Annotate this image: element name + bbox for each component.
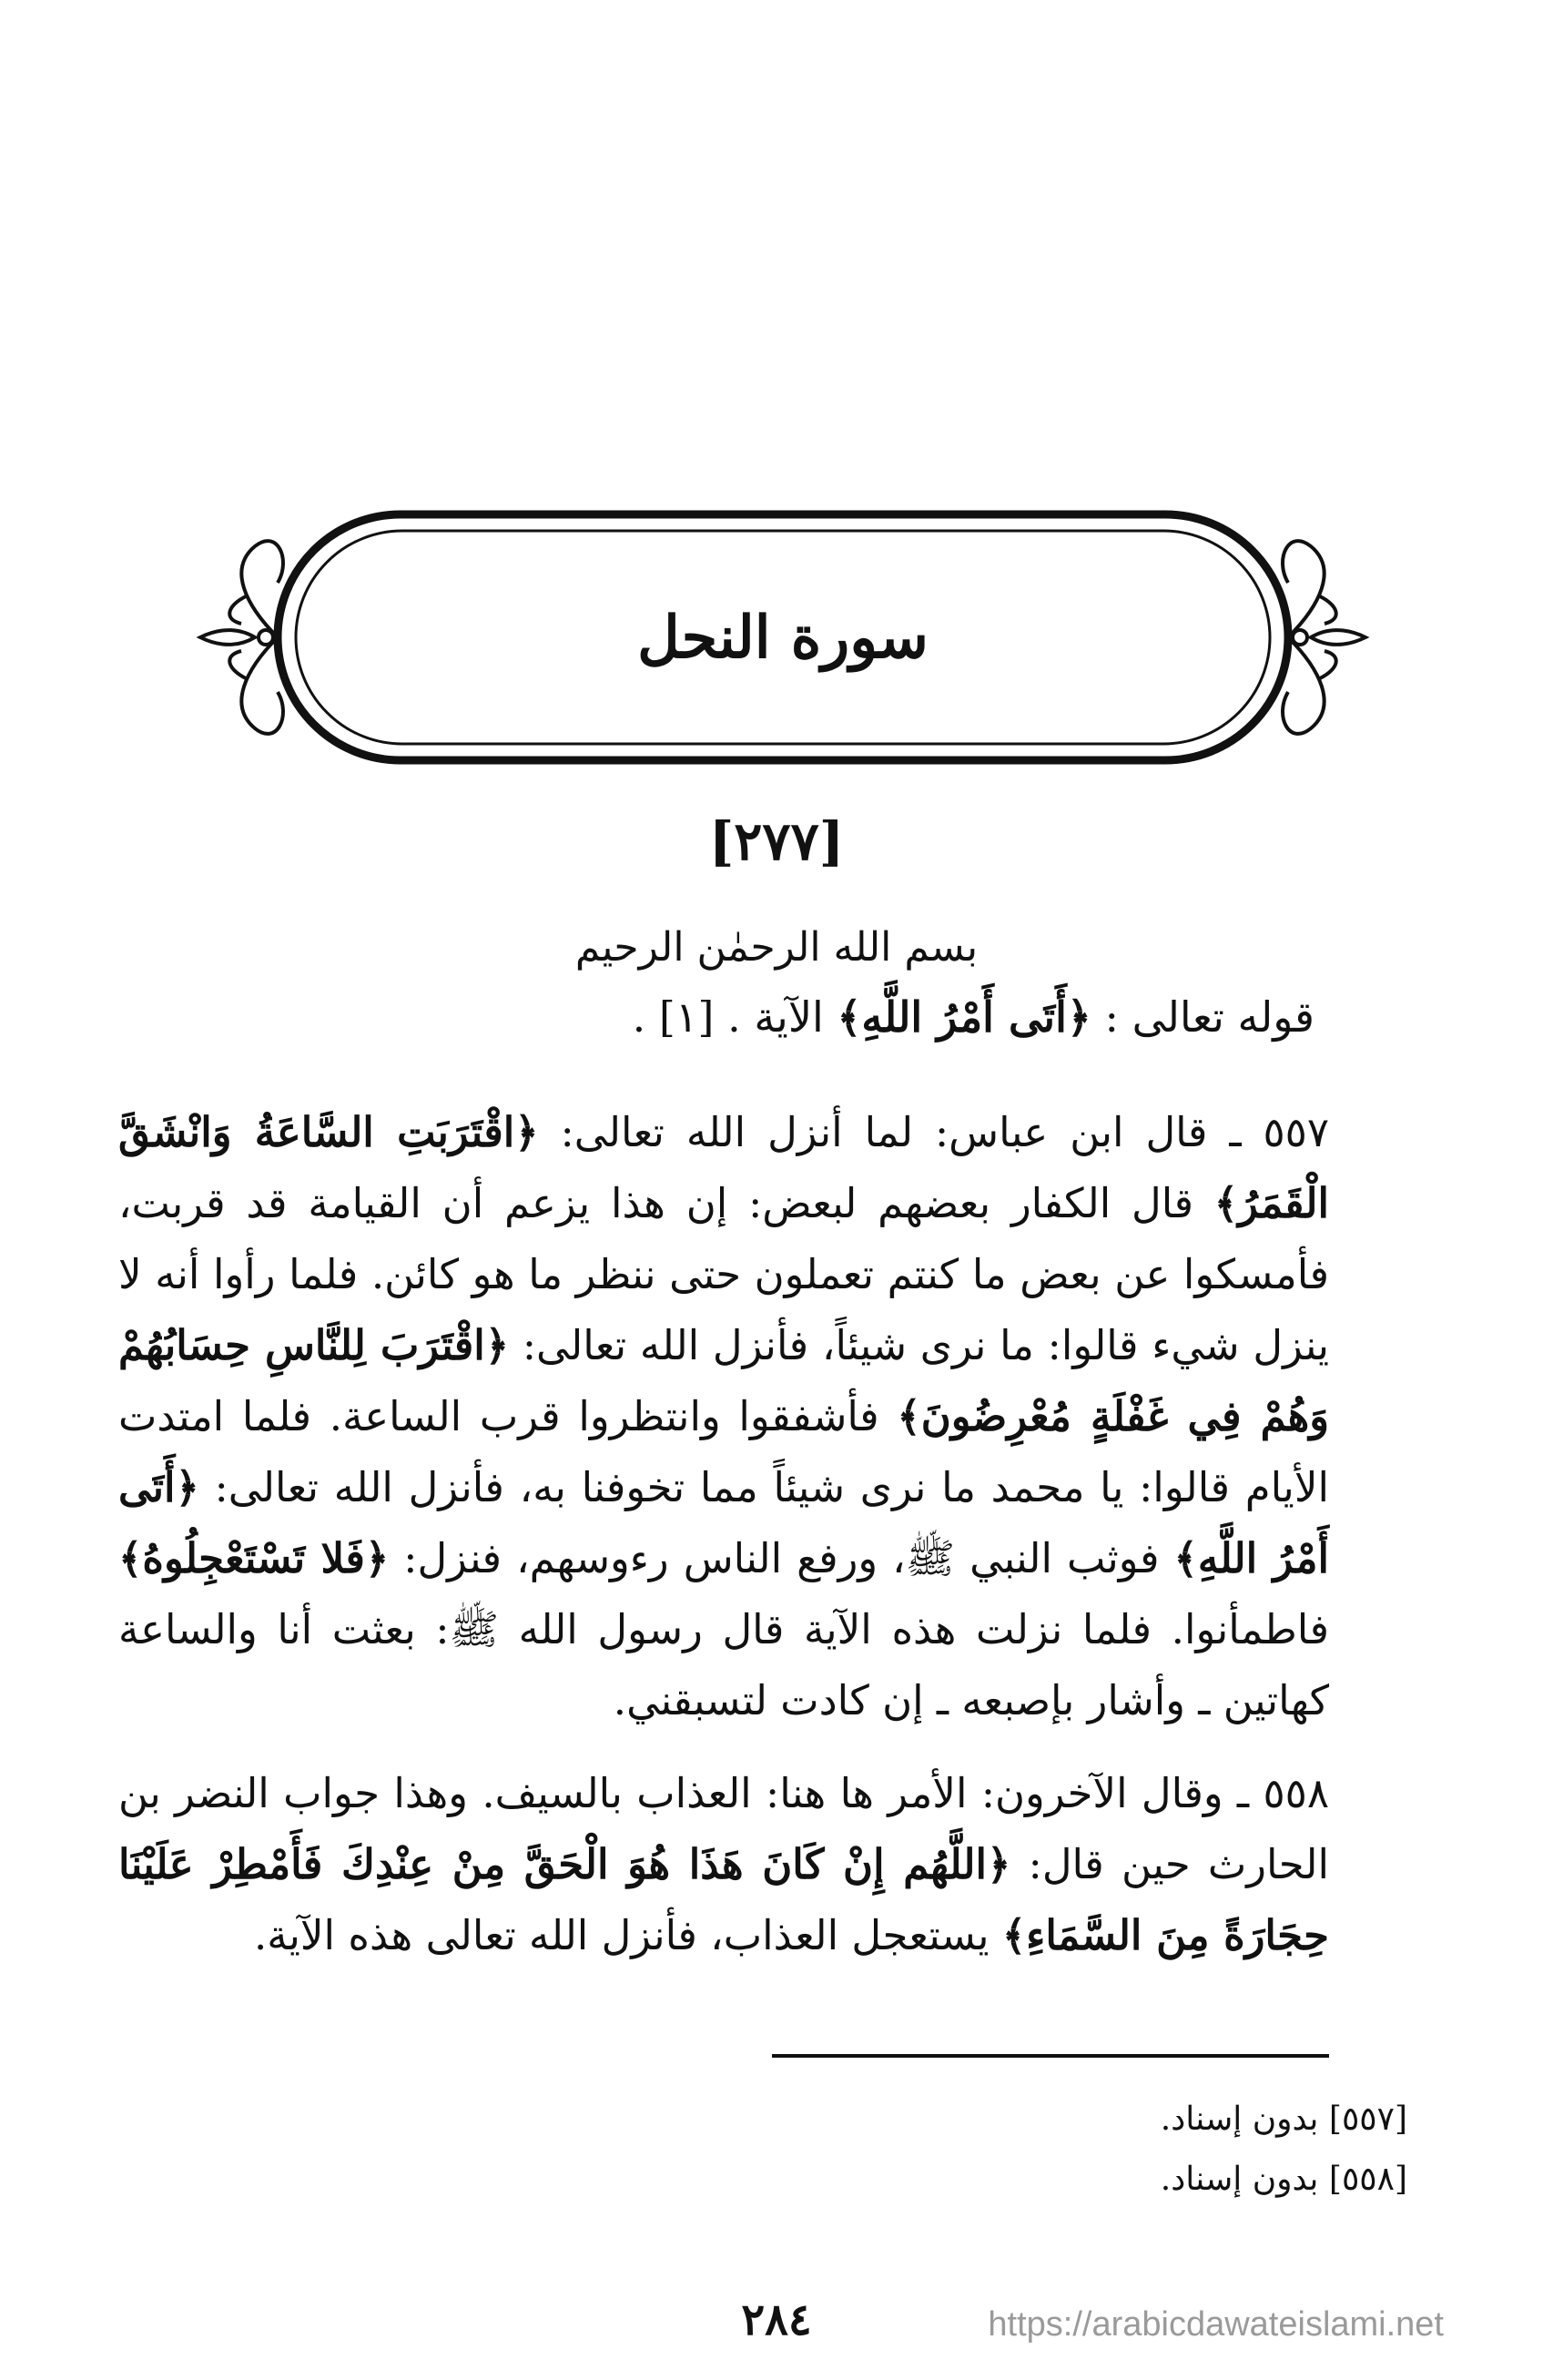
footnote-557: [٥٥٧] بدون إسناد. bbox=[1160, 2100, 1407, 2138]
quran-quote: ﴿اللَّهُم إِنْ كَانَ هَذَا هُوَ الْحَقَّ مِنْ عِنْدِكَ فَأَمْطِرْ عَلَيْنَا حِجَارَةً مِنَ السَّمَاءِ﴾ bbox=[118, 1840, 1329, 1959]
footnote-558: [٥٥٨] بدون إسناد. bbox=[1160, 2161, 1407, 2198]
page-number: ٢٨٤ bbox=[741, 2294, 812, 2345]
narration-text: فأشفقوا وانتظروا قرب الساعة. فلما امتدت الأيام قالوا: يا محمد ما نرى شيئاً مما تخوفنا به، فأنزل الله تعالى: bbox=[118, 1392, 1329, 1511]
surah-title-frame bbox=[191, 496, 1375, 778]
footnote-divider bbox=[772, 2054, 1329, 2058]
narration-text: قال الكفار بعضهم لبعض: إن هذا يزعم أن القيامة قد قربت، فأمسكوا عن بعض ما كنتم تعملون حتى ننظر ما هو كائن. فلما رأوا أنه لا ينزل شيء قالوا: ما نرى شيئاً، فأنزل الله تعالى: bbox=[118, 1179, 1329, 1369]
watermark-url: https://arabicdawateislami.net bbox=[988, 2305, 1444, 2344]
verse-ref-prefix: قوله تعالى : bbox=[1104, 992, 1314, 1042]
verse-reference bbox=[222, 992, 1314, 1042]
narration-text: يستعجل العذاب، فأنزل الله تعالى هذه الآية. bbox=[253, 1911, 1002, 1959]
narration-557 bbox=[118, 1097, 1329, 1736]
footnotes bbox=[588, 2090, 1407, 2210]
surah-title: سورة النحل bbox=[637, 603, 929, 672]
narrations bbox=[118, 1097, 1329, 1971]
verse-ref-suffix: الآية . [١] . bbox=[632, 992, 824, 1042]
narration-text: ٥٥٨ ـ وقال الآخرون: الأمر ها هنا: العذاب بالسيف. وهذا جواب النضر بن الحارث حين قال: bbox=[118, 1769, 1329, 1888]
narration-text: فاطمأنوا. فلما نزلت هذه الآية قال رسول الله ﷺ: بعثت أنا والساعة كهاتين ـ وأشار بإصبعه ـ إن كادت لتسبقني. bbox=[118, 1605, 1329, 1724]
section-number: [٢٧٧] bbox=[708, 810, 845, 872]
verse-ref-quran: ﴿أَتَى أَمْرُ اللَّهِ﴾ bbox=[837, 992, 1091, 1042]
quran-quote: ﴿اقْتَرَبَ لِلنَّاسِ حِسَابُهُمْ وَهُمْ فِي غَفْلَةٍ مُعْرِضُونَ﴾ bbox=[118, 1321, 1329, 1440]
narration-558 bbox=[118, 1758, 1329, 1971]
basmala: بسم الله الرحمٰن الرحيم bbox=[574, 924, 979, 971]
quran-quote: ﴿أَتَى أَمْرُ اللَّهِ﴾ bbox=[118, 1463, 1329, 1582]
quran-quote: ﴿اقْتَرَبَتِ السَّاعَةُ وَانْشَقَّ الْقَمَرُ﴾ bbox=[118, 1108, 1329, 1227]
narration-text: فوثب النبي ﷺ، ورفع الناس رءوسهم، فنزل: bbox=[389, 1534, 1174, 1582]
quran-quote: ﴿فَلا تَسْتَعْجِلُوهُ﴾ bbox=[118, 1534, 390, 1582]
narration-text: ٥٥٧ ـ قال ابن عباس: لما أنزل الله تعالى: bbox=[538, 1108, 1330, 1156]
